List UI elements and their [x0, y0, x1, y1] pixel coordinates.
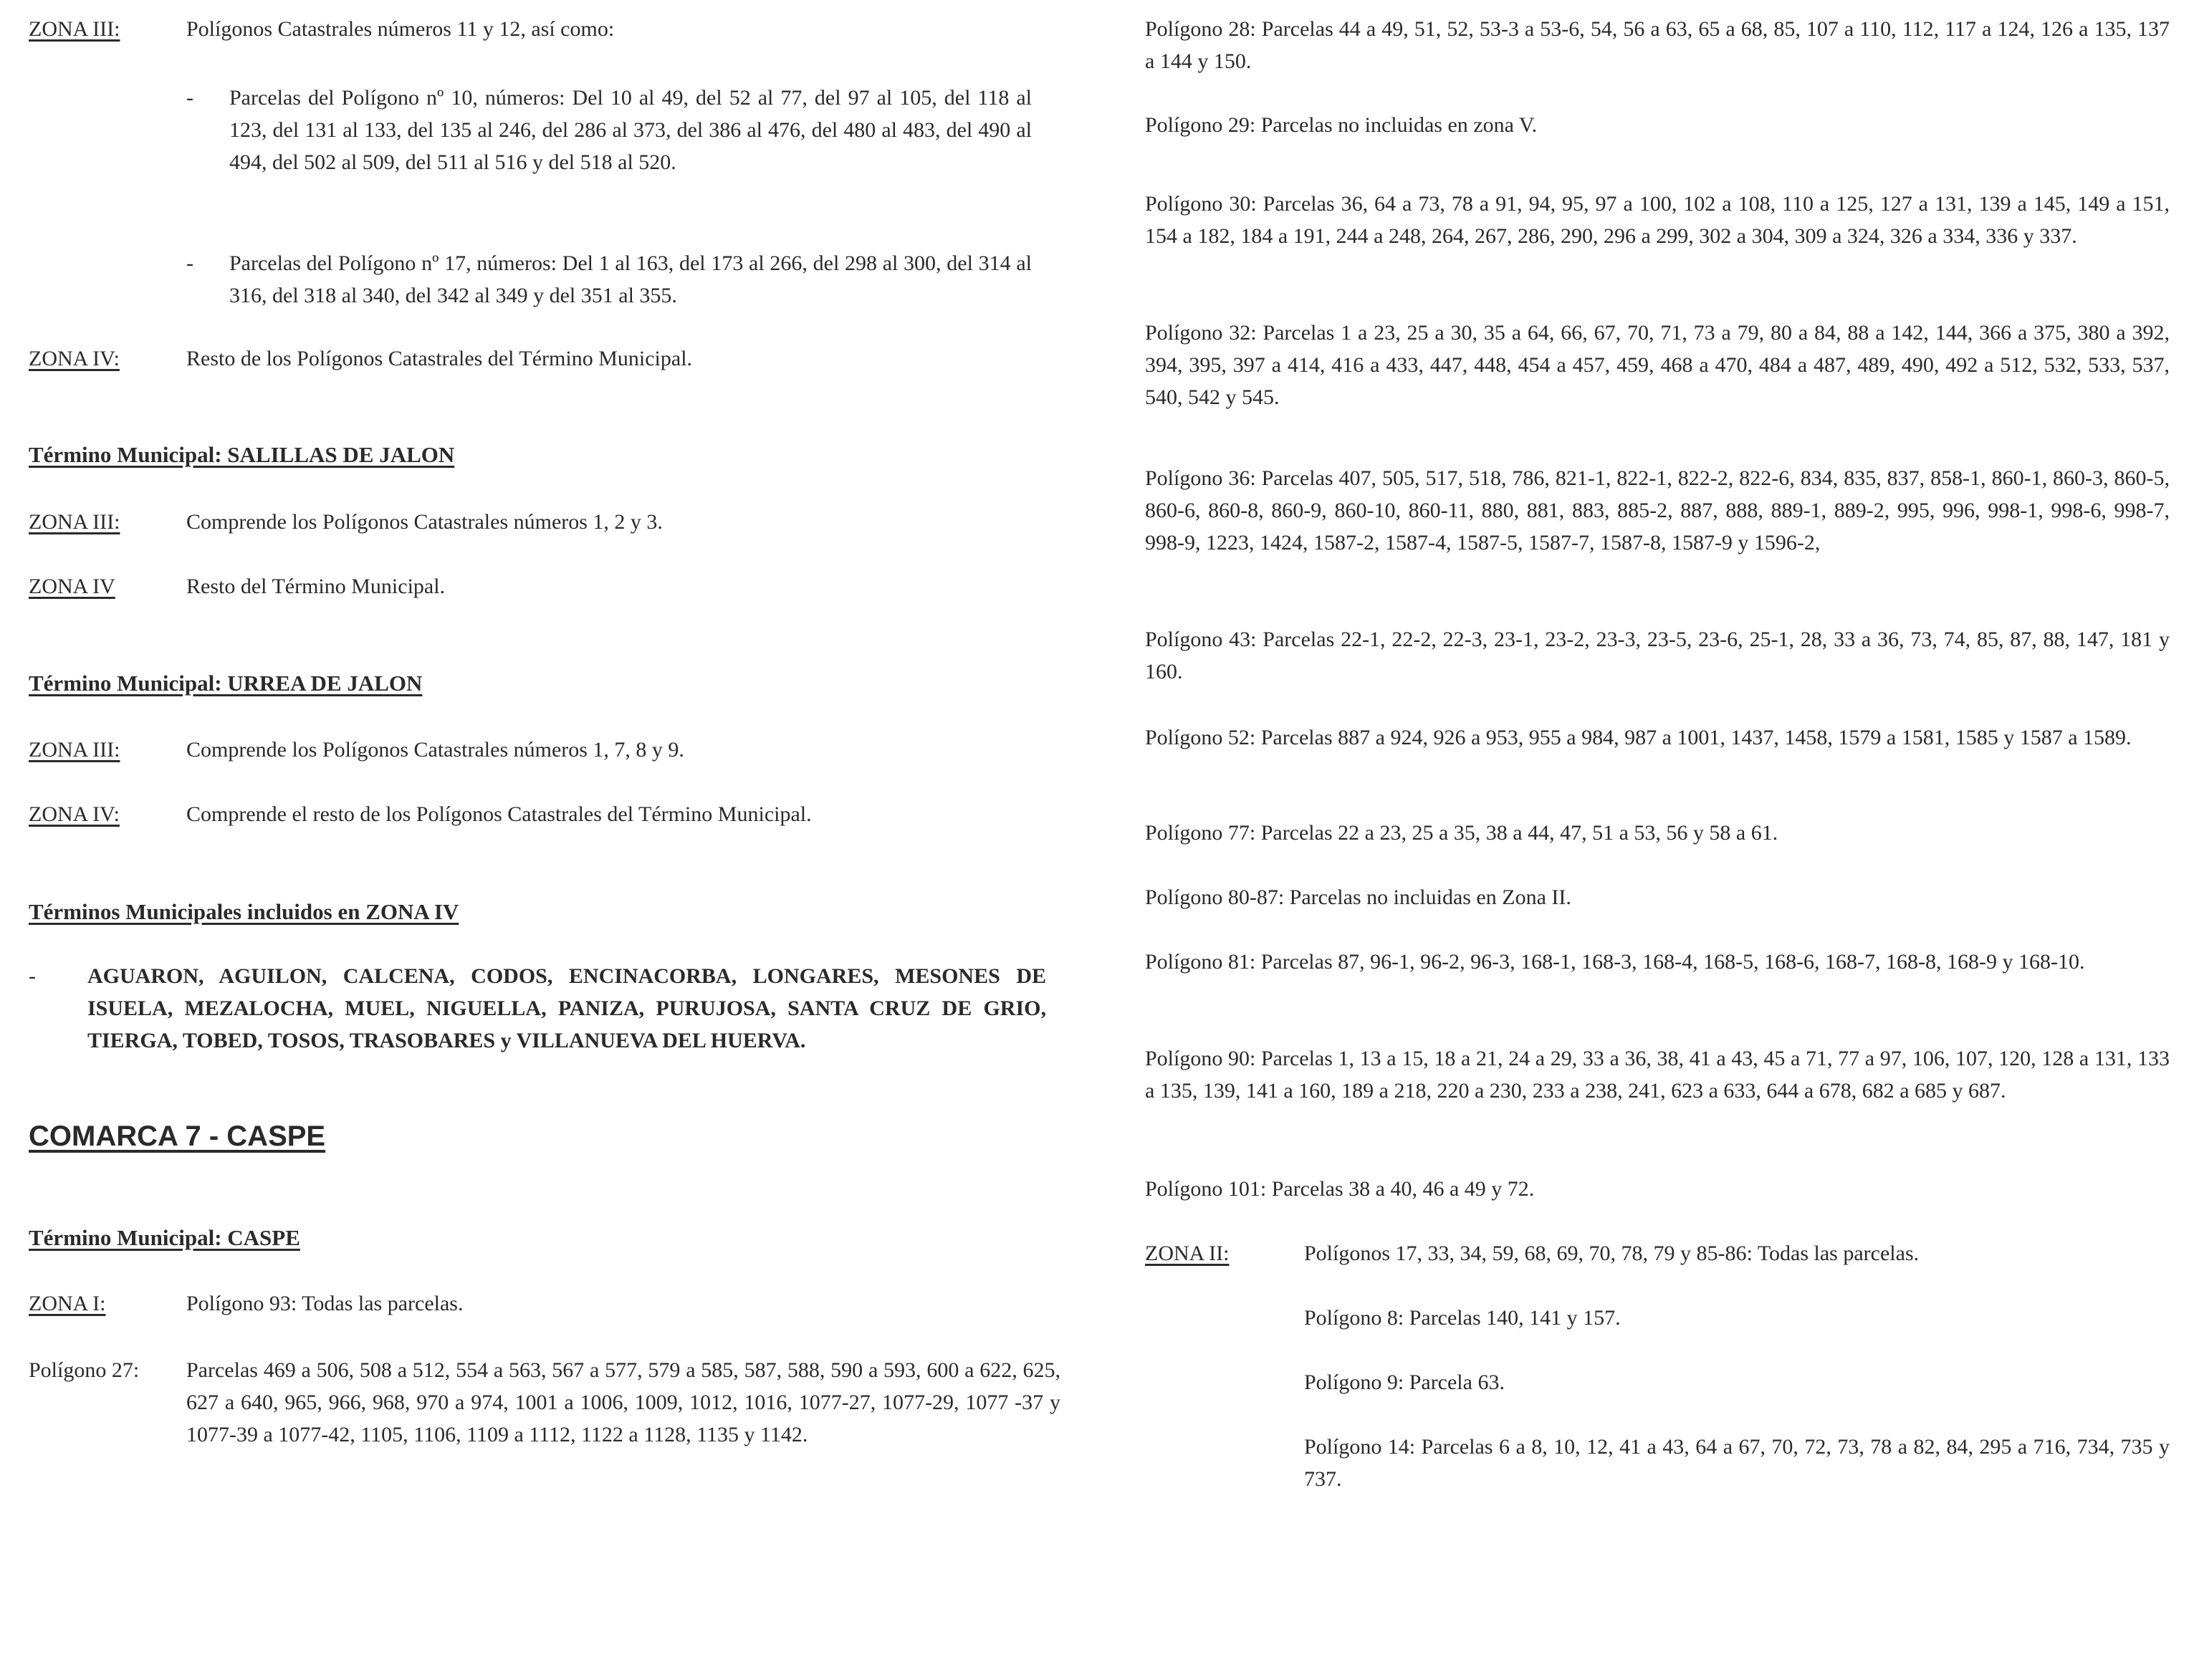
- zona-label: ZONA IV: [29, 575, 115, 598]
- zona2-poligono-9: Polígono 9: Parcela 63.: [1304, 1371, 1505, 1394]
- zona-text: Resto del Término Municipal.: [186, 575, 446, 598]
- zona-label: ZONA IV:: [29, 347, 120, 370]
- bullet-text: Parcelas del Polígono nº 10, números: Del 10 al 49, del 52 al 77, del 97 al 105, del 118 al 123, del 131 al 133, del 135 al 246, del 286 al 373, del 386 al 476, del 480 al 483, del 490 al 494, del 502 al 509, del 511 al 516 y del 518 al 520.: [229, 86, 1032, 174]
- bullet-dash: -: [186, 86, 193, 110]
- caspe-poligono-27: [29, 1354, 1060, 1451]
- poligono-101: Polígono 101: Parcelas 38 a 40, 46 a 49 y 72.: [1145, 1177, 1535, 1201]
- heading-caspe: Término Municipal: CASPE: [29, 1225, 300, 1250]
- zona-text: Resto de los Polígonos Catastrales del Término Municipal.: [186, 347, 693, 370]
- municipios-text: AGUARON, AGUILON, CALCENA, CODOS, ENCINACORBA, LONGARES, MESONES DE ISUELA, MEZALOCHA, MUEL, NIGUELLA, PANIZA, PURUJOSA, SANTA CRUZ DE GRIO, TIERGA, TOBED, TOSOS, TRASOBARES y VILLANUEVA DEL HUERVA.: [87, 964, 1046, 1052]
- zona-label: ZONA III:: [29, 510, 120, 534]
- zona2-label: ZONA II:: [1145, 1242, 1230, 1265]
- municipios-zona4-list: [29, 960, 1046, 1057]
- list-dash: -: [29, 964, 36, 988]
- zona-text: Comprende los Polígonos Catastrales números 1, 2 y 3.: [186, 510, 663, 534]
- bullet-dash: -: [186, 251, 193, 275]
- zona4-resto: [29, 342, 1060, 375]
- zona-label: ZONA III:: [29, 738, 120, 762]
- poligono-80-87: Polígono 80-87: Parcelas no incluidas en Zona II.: [1145, 885, 1571, 909]
- salillas-zona3: [29, 506, 1060, 538]
- poligono-28: Polígono 28: Parcelas 44 a 49, 51, 52, 53-3 a 53-6, 54, 56 a 63, 65 a 68, 85, 107 a 110, 112, 117 a 124, 126 a 135, 137 a 144 y 150.: [1145, 17, 2170, 73]
- urrea-zona4: [29, 798, 1060, 830]
- poligono-36: Polígono 36: Parcelas 407, 505, 517, 518, 786, 821-1, 822-1, 822-2, 822-6, 834, 835, 837, 858-1, 860-1, 860-3, 860-5, 860-6, 860-8, 860-9, 860-10, 860-11, 880, 881, 883, 885-2, 887, 888, 889-1, 889-2, 995, 996, 998-1, 998-6, 998-7, 998-9, 1223, 1424, 1587-2, 1587-4, 1587-5, 1587-7, 1587-8, 1587-9 y 1596-2,: [1145, 466, 2170, 555]
- poligono-43: Polígono 43: Parcelas 22-1, 22-2, 22-3, 23-1, 23-2, 23-3, 23-5, 23-6, 25-1, 28, 33 a 36, 73, 74, 85, 87, 88, 147, 181 y 160.: [1145, 628, 2170, 683]
- poligono-81: Polígono 81: Parcelas 87, 96-1, 96-2, 96-3, 168-1, 168-3, 168-4, 168-5, 168-6, 168-7, 168-8, 168-9 y 168-10.: [1145, 950, 2085, 974]
- poligono-90: Polígono 90: Parcelas 1, 13 a 15, 18 a 21, 24 a 29, 33 a 36, 38, 41 a 43, 45 a 71, 77 a 97, 106, 107, 120, 128 a 131, 133 a 135, 139, 141 a 160, 189 a 218, 220 a 230, 233 a 238, 241, 623 a 633, 644 a 678, 682 a 685 y 687.: [1145, 1047, 2170, 1103]
- zona-label: ZONA III:: [29, 17, 120, 41]
- bullet-poligono-10: [186, 82, 1032, 178]
- zona-text: Comprende los Polígonos Catastrales números 1, 7, 8 y 9.: [186, 738, 684, 762]
- salillas-zona4: [29, 570, 1060, 603]
- zona-text: Polígono 93: Todas las parcelas.: [186, 1292, 464, 1315]
- urrea-zona3: [29, 734, 1060, 766]
- bullet-text: Parcelas del Polígono nº 17, números: Del 1 al 163, del 173 al 266, del 298 al 300, del 314 al 316, del 318 al 340, del 342 al 349 y del 351 al 355.: [229, 251, 1032, 307]
- zona2-text: Polígonos 17, 33, 34, 59, 68, 69, 70, 78, 79 y 85-86: Todas las parcelas.: [1304, 1242, 1920, 1265]
- zona2-poligono-8: Polígono 8: Parcelas 140, 141 y 157.: [1304, 1306, 1621, 1330]
- heading-urrea-de-jalon: Término Municipal: URREA DE JALON: [29, 671, 423, 696]
- zona-text: Polígonos Catastrales números 11 y 12, así como:: [186, 17, 615, 41]
- poligono-label: Polígono 27:: [29, 1358, 140, 1382]
- zona-text: Comprende el resto de los Polígonos Catastrales del Término Municipal.: [186, 802, 812, 826]
- poligono-text: Parcelas 469 a 506, 508 a 512, 554 a 563, 567 a 577, 579 a 585, 587, 588, 590 a 593, 600 a 622, 625, 627 a 640, 965, 966, 968, 970 a 974, 1001 a 1006, 1009, 1012, 1016, 1077-27, 1077-29, 1077 -37 y 1077-39 a 1077-42, 1105, 1106, 1109 a 1112, 1122 a 1128, 1135 y 1142.: [186, 1358, 1060, 1446]
- bullet-poligono-17: [186, 247, 1032, 312]
- comarca-title: COMARCA 7 - CASPE: [29, 1120, 326, 1152]
- heading-salillas-de-jalon: Término Municipal: SALILLAS DE JALON: [29, 442, 455, 467]
- heading-terminos-zona4: Términos Municipales incluidos en ZONA IV: [29, 899, 459, 924]
- poligono-29: Polígono 29: Parcelas no incluidas en zona V.: [1145, 113, 1538, 137]
- zona-label: ZONA IV:: [29, 802, 120, 826]
- poligono-52: Polígono 52: Parcelas 887 a 924, 926 a 953, 955 a 984, 987 a 1001, 1437, 1458, 1579 a 1581, 1585 y 1587 a 1589.: [1145, 726, 2132, 749]
- poligono-32: Polígono 32: Parcelas 1 a 23, 25 a 30, 35 a 64, 66, 67, 70, 71, 73 a 79, 80 a 84, 88 a 142, 144, 366 a 375, 380 a 392, 394, 395, 397 a 414, 416 a 433, 447, 448, 454 a 457, 459, 468 a 470, 484 a 487, 489, 490, 492 a 512, 532, 533, 537, 540, 542 y 545.: [1145, 321, 2170, 409]
- poligono-77: Polígono 77: Parcelas 22 a 23, 25 a 35, 38 a 44, 47, 51 a 53, 56 y 58 a 61.: [1145, 821, 1778, 845]
- zona-label: ZONA I:: [29, 1292, 106, 1315]
- zona3-polygons-11-12: [29, 13, 1060, 45]
- caspe-zona1: [29, 1287, 1060, 1320]
- zona2-poligono-14: Polígono 14: Parcelas 6 a 8, 10, 12, 41 a 43, 64 a 67, 70, 72, 73, 78 a 82, 84, 295 a 716, 734, 735 y 737.: [1304, 1435, 2170, 1491]
- poligono-30: Polígono 30: Parcelas 36, 64 a 73, 78 a 91, 94, 95, 97 a 100, 102 a 108, 110 a 125, 127 a 131, 139 a 145, 149 a 151, 154 a 182, 184 a 191, 244 a 248, 264, 267, 286, 290, 296 a 299, 302 a 304, 309 a 324, 326 a 334, 336 y 337.: [1145, 192, 2170, 248]
